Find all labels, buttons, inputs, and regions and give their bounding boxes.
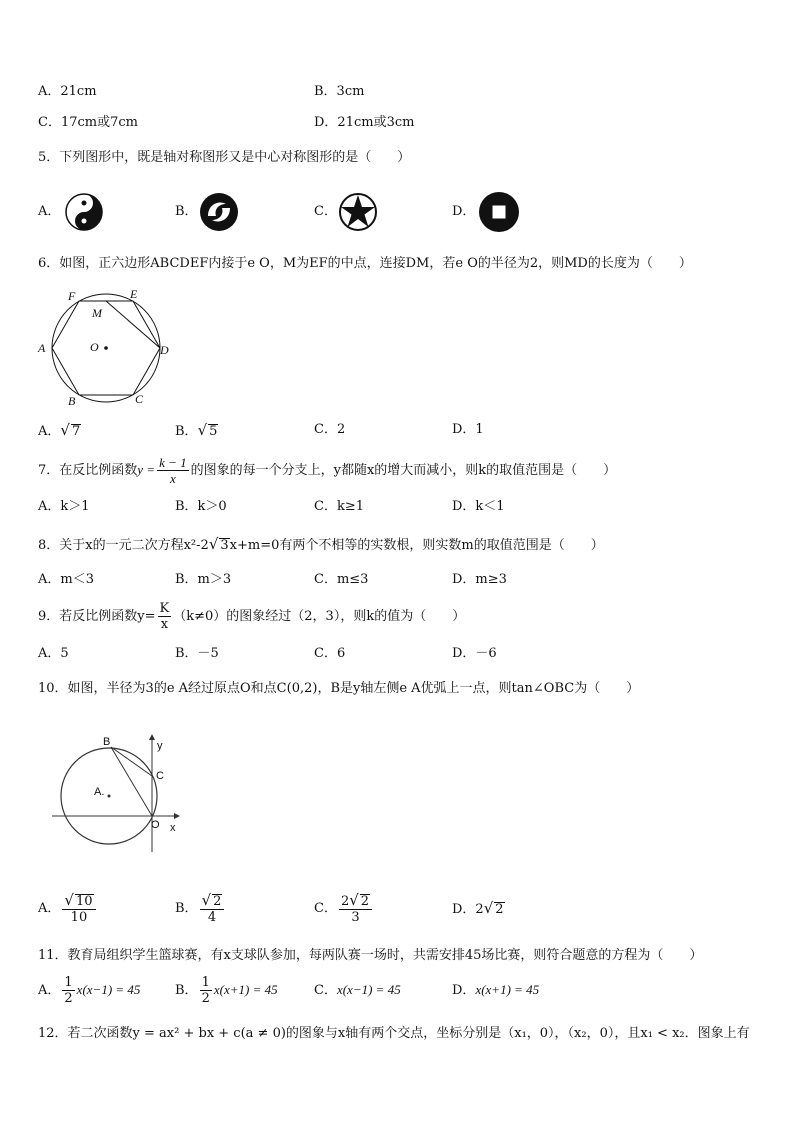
q7-option-c: C．k≥1 — [314, 499, 364, 514]
square-in-circle-icon — [478, 191, 520, 233]
q6-label-o: O — [90, 340, 99, 354]
q5-option-b: B． — [175, 204, 198, 219]
hexagon-circle-figure — [38, 282, 178, 412]
q6-label-f: F — [68, 289, 76, 303]
q5-option-a: A． — [38, 204, 61, 219]
q7-option-d: D．k＜1 — [452, 499, 505, 514]
q6-label-c: C — [135, 392, 144, 406]
q9-option-d: D．－6 — [452, 646, 497, 661]
q10-label-c: C — [156, 770, 164, 782]
q6-option-b: B．√ 5 — [175, 421, 218, 439]
q8-option-d: D．m≥3 — [452, 572, 507, 587]
q11-option-c: C．x(x−1) = 45 — [314, 982, 401, 998]
q7-option-b: B．k＞0 — [175, 499, 227, 514]
q8-stem: 8．关于x的一元二次方程x²-2√ 3x+m=0有两个不相等的实数根，则实数m的取值范围是（ ） — [38, 535, 604, 553]
swirl-logo-icon — [199, 192, 239, 232]
q10-option-d: D．2√ 2 — [452, 899, 504, 917]
q11-option-a: A． $\frac{1}{2}$ x(x−1) = 45 — [38, 975, 141, 1006]
q11-option-b: B． $\frac{1}{2}$ x(x+1) = 45 — [175, 975, 278, 1006]
q7-stem: 7．在反比例函数y = $\frac{k - 1}{x}$ 的图象的每一个分支上，y都随x的增大而减小，则k的取值范围是（ ） — [38, 455, 617, 486]
q7-option-a: A．k＞1 — [38, 499, 90, 514]
q10-label-x: x — [170, 822, 176, 834]
q10-stem: 10．如图，半径为3的e A经过原点O和点C(0,2)，B是y轴左侧e A优弧上一点，则tan∠OBC为（ ） — [38, 681, 640, 696]
q9-option-c: C．6 — [314, 646, 346, 661]
star-in-circle-icon — [338, 192, 378, 232]
q6-option-c: C．2 — [314, 422, 346, 437]
q6-label-d: D — [160, 343, 169, 357]
q6-stem: 6．如图，正六边形ABCDEF内接于e O，M为EF的中点，连接DM，若e O的半径为2，则MD的长度为（ ） — [38, 256, 692, 271]
q10-option-b: B． $\frac{√ 2}{4}$ — [175, 888, 226, 930]
q4-option-d: D．21cm或3cm — [314, 115, 415, 130]
q6-option-d: D．1 — [452, 422, 484, 437]
q5-option-d: D． — [452, 204, 476, 219]
q5-option-c: C． — [314, 204, 337, 219]
q8-option-c: C．m≤3 — [314, 572, 369, 587]
q9-option-a: A．5 — [38, 646, 69, 661]
yin-yang-icon — [64, 192, 104, 232]
q6-label-e: E — [130, 287, 138, 301]
q4-option-b: B．3cm — [314, 84, 365, 99]
q10-label-b: B — [103, 736, 111, 748]
q10-label-a: A. — [94, 786, 105, 798]
q9-option-b: B．－5 — [175, 646, 219, 661]
q11-stem: 11．教育局组织学生篮球赛，有x支球队参加，每两队赛一场时，共需安排45场比赛，则符合题意的方程为（ ） — [38, 948, 703, 963]
q10-option-a: A． $\frac{√ 10}{10}$ — [38, 888, 98, 930]
q8-option-a: A．m＜3 — [38, 572, 94, 587]
q6-label-a: A — [38, 341, 46, 355]
q12-stem: 12．若二次函数y = ax² + bx + c(a ≠ 0)的图象与x轴有两个交点，坐标分别是（x₁，0），（x₂，0），且x₁ < x₂．图象上有 — [38, 1026, 750, 1041]
q8-option-b: B．m＞3 — [175, 572, 232, 587]
q10-label-y: y — [157, 740, 163, 752]
q4-option-a: A．21cm — [38, 84, 97, 99]
q6-option-a: A．√ 7 — [38, 421, 81, 439]
q10-label-o: O — [151, 819, 160, 831]
q11-option-d: D．x(x+1) = 45 — [452, 982, 540, 998]
q5-stem: 5．下列图形中，既是轴对称图形又是中心对称图形的是（ ） — [38, 150, 411, 165]
q10-option-c: C． $\frac{2√ 2}{3}$ — [314, 888, 374, 930]
q4-option-c: C．17cm或7cm — [38, 115, 138, 130]
q6-label-b: B — [68, 394, 76, 408]
q6-label-m: M — [92, 306, 102, 320]
q9-stem: 9．若反比例函数y= $\frac{K}{x}$ （k≠0）的图象经过（2，3），则k的值为（ ） — [38, 601, 466, 632]
